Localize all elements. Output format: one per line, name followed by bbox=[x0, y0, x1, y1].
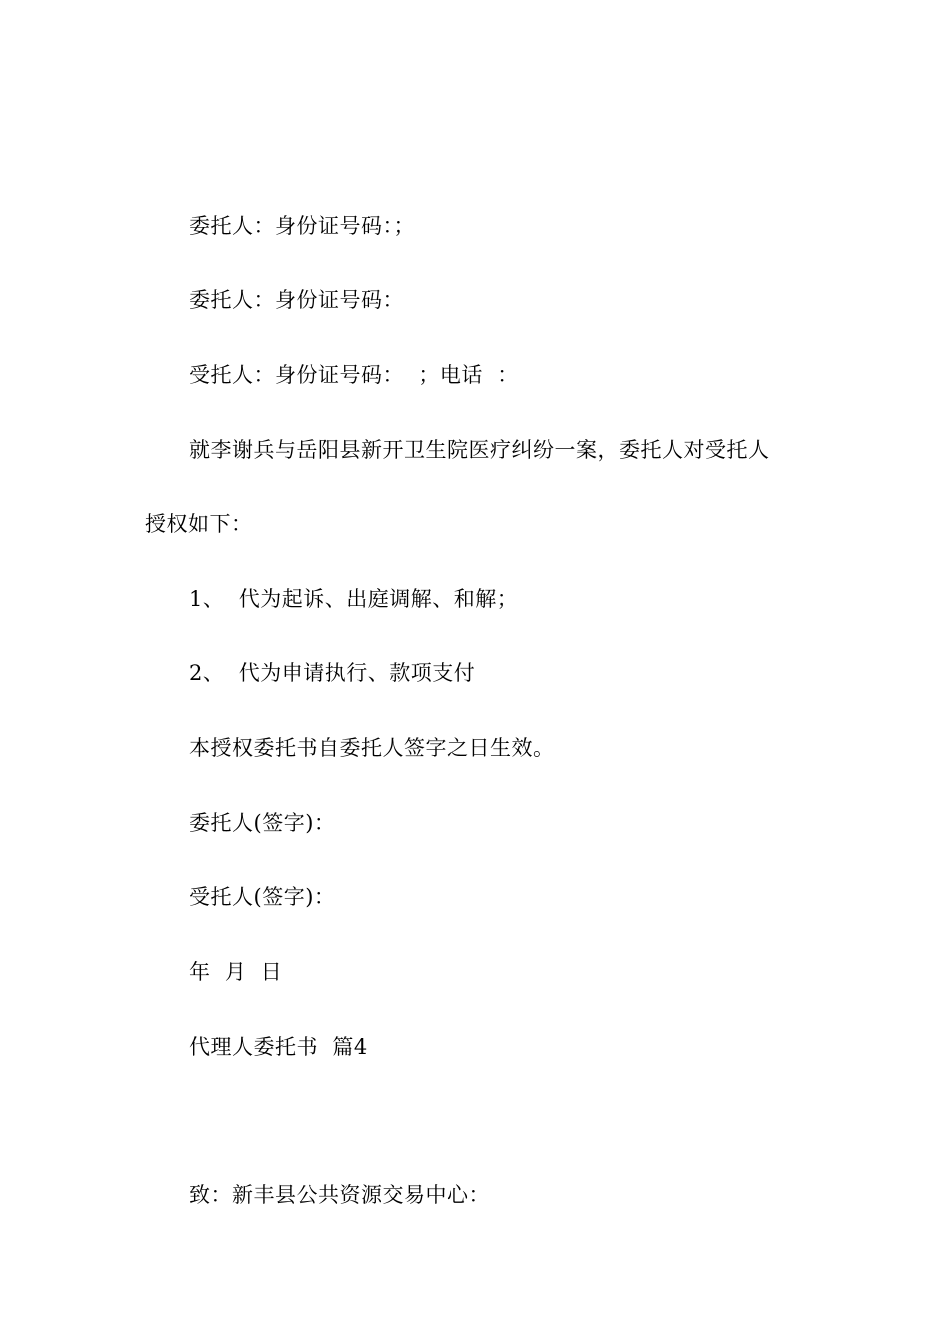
authorization-intro-line: 授权如下： bbox=[145, 512, 253, 536]
principal-signature-line: 委托人(签字)： bbox=[189, 811, 336, 835]
principal-id-line-2: 委托人：身份证号码： bbox=[189, 288, 404, 312]
effective-date-statement: 本授权委托书自委托人签字之日生效。 bbox=[189, 736, 555, 760]
authorization-item-1: 1、 代为起诉、出庭调解、和解； bbox=[189, 587, 519, 611]
authorization-item-2: 2、 代为申请执行、款项支付 bbox=[189, 661, 476, 685]
case-description-line: 就李谢兵与岳阳县新开卫生院医疗纠纷一案，委托人对受托人 bbox=[189, 438, 770, 462]
principal-id-line-1: 委托人：身份证号码：； bbox=[189, 214, 415, 238]
addressee-line: 致：新丰县公共资源交易中心： bbox=[189, 1183, 490, 1207]
agent-id-phone-line: 受托人：身份证号码： ；电话 ： bbox=[189, 363, 519, 387]
date-line: 年 月 日 bbox=[189, 960, 283, 984]
agent-signature-line: 受托人(签字)： bbox=[189, 885, 336, 909]
section-heading: 代理人委托书 篇4 bbox=[189, 1035, 368, 1059]
